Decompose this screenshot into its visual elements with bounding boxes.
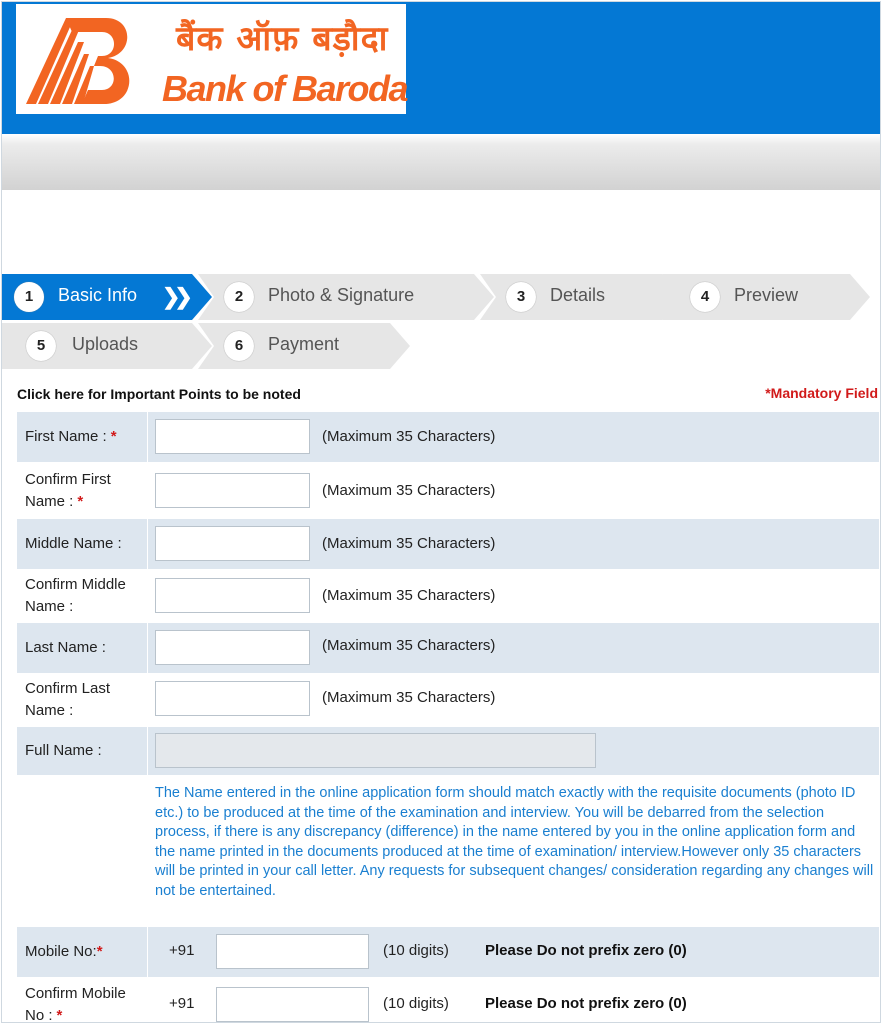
mobile-input[interactable] — [216, 934, 369, 969]
middle-name-row — [17, 519, 879, 569]
middle-name-input[interactable] — [155, 526, 310, 561]
confirm-middle-name-row — [17, 569, 879, 623]
max-length-hint: (Maximum 35 Characters) — [322, 428, 496, 445]
last-name-row — [17, 623, 879, 673]
mandatory-field-note: *Mandatory Field — [765, 385, 878, 401]
required-asterisk: * — [77, 492, 84, 510]
max-length-hint: (Maximum 35 Characters) — [322, 587, 496, 604]
field-label: Full Name : — [25, 742, 102, 759]
confirm-first-name-row — [17, 462, 879, 519]
field-label: First Name : * — [17, 412, 147, 462]
field-label: Confirm Middle Name : — [25, 576, 126, 615]
double-chevron-right-icon: ❯❯ — [162, 284, 187, 309]
step-preview[interactable] — [662, 274, 874, 320]
field-label: Confirm Last Name : — [25, 680, 111, 719]
bank-logo — [16, 4, 406, 114]
name-note-row — [17, 775, 879, 927]
digits-hint: (10 digits) — [383, 942, 449, 959]
full-name-input — [155, 733, 596, 768]
step-details[interactable] — [480, 274, 686, 320]
confirm-mobile-input[interactable] — [216, 987, 369, 1022]
digits-hint: (10 digits) — [383, 995, 449, 1012]
field-label: Middle Name : — [25, 535, 122, 552]
step-label: Uploads — [72, 334, 139, 354]
step-label: Basic Info — [58, 285, 138, 305]
important-points-link[interactable]: Click here for Important Points to be noted — [17, 386, 301, 402]
nav-band — [2, 134, 881, 190]
confirm-mobile-row — [17, 977, 879, 1023]
step-number: 2 — [224, 282, 254, 312]
name-matching-note: The Name entered in the online application form should match exactly with the requisite documents (photo ID etc.) to be produced at the time of the examination and interview. You will be debarred from the selection process, if there is any discrepancy (difference) in the name entered by you in the online application form and the name printed in the documents produced at the time of examination/ interview.However only 35 characters will be printed in your call letter. Any requests for subsequent changes/ consideration regarding any changes will not be entertained. — [155, 785, 874, 899]
step-label: Details — [550, 285, 606, 305]
max-length-hint: (Maximum 35 Characters) — [322, 482, 496, 499]
field-label: Confirm First Name : * — [25, 470, 111, 510]
step-number: 1 — [14, 282, 44, 312]
field-label: Last Name : — [25, 639, 106, 656]
max-length-hint: (Maximum 35 Characters) — [322, 637, 496, 654]
confirm-last-name-row — [17, 673, 879, 727]
step-payment[interactable] — [198, 323, 414, 369]
step-photo-signature[interactable] — [198, 274, 498, 320]
country-code: +91 — [169, 942, 195, 959]
no-zero-warning: Please Do not prefix zero (0) — [485, 995, 687, 1012]
bank-name-english: Bank of Baroda — [162, 68, 408, 109]
step-number: 4 — [690, 282, 720, 312]
last-name-input[interactable] — [155, 630, 310, 665]
first-name-input[interactable] — [155, 419, 310, 454]
max-length-hint: (Maximum 35 Characters) — [322, 535, 496, 552]
mobile-row — [17, 927, 879, 977]
step-number: 5 — [26, 331, 56, 361]
application-page — [1, 1, 881, 1023]
step-number: 3 — [506, 282, 536, 312]
bank-of-baroda-logo-icon — [22, 12, 138, 108]
required-asterisk: * — [110, 428, 117, 445]
step-label: Preview — [734, 285, 799, 305]
field-label: Mobile No: * — [17, 927, 147, 977]
no-zero-warning: Please Do not prefix zero (0) — [485, 942, 687, 959]
step-basic-info[interactable] — [2, 274, 214, 320]
max-length-hint: (Maximum 35 Characters) — [322, 689, 496, 706]
step-uploads[interactable] — [2, 323, 214, 369]
confirm-last-name-input[interactable] — [155, 681, 310, 716]
required-asterisk: * — [56, 1007, 63, 1023]
step-label: Payment — [268, 334, 340, 354]
bank-name-hindi: बैंक ऑफ़ बड़ौदा — [176, 19, 389, 59]
confirm-middle-name-input[interactable] — [155, 578, 310, 613]
confirm-first-name-input[interactable] — [155, 473, 310, 508]
field-label: Confirm Mobile No : * — [25, 985, 126, 1023]
required-asterisk: * — [96, 943, 103, 960]
step-label: Photo & Signature — [268, 285, 415, 305]
full-name-row — [17, 727, 879, 775]
country-code: +91 — [169, 995, 195, 1012]
first-name-row — [17, 412, 879, 462]
site-header — [2, 2, 881, 134]
step-number: 6 — [224, 331, 254, 361]
